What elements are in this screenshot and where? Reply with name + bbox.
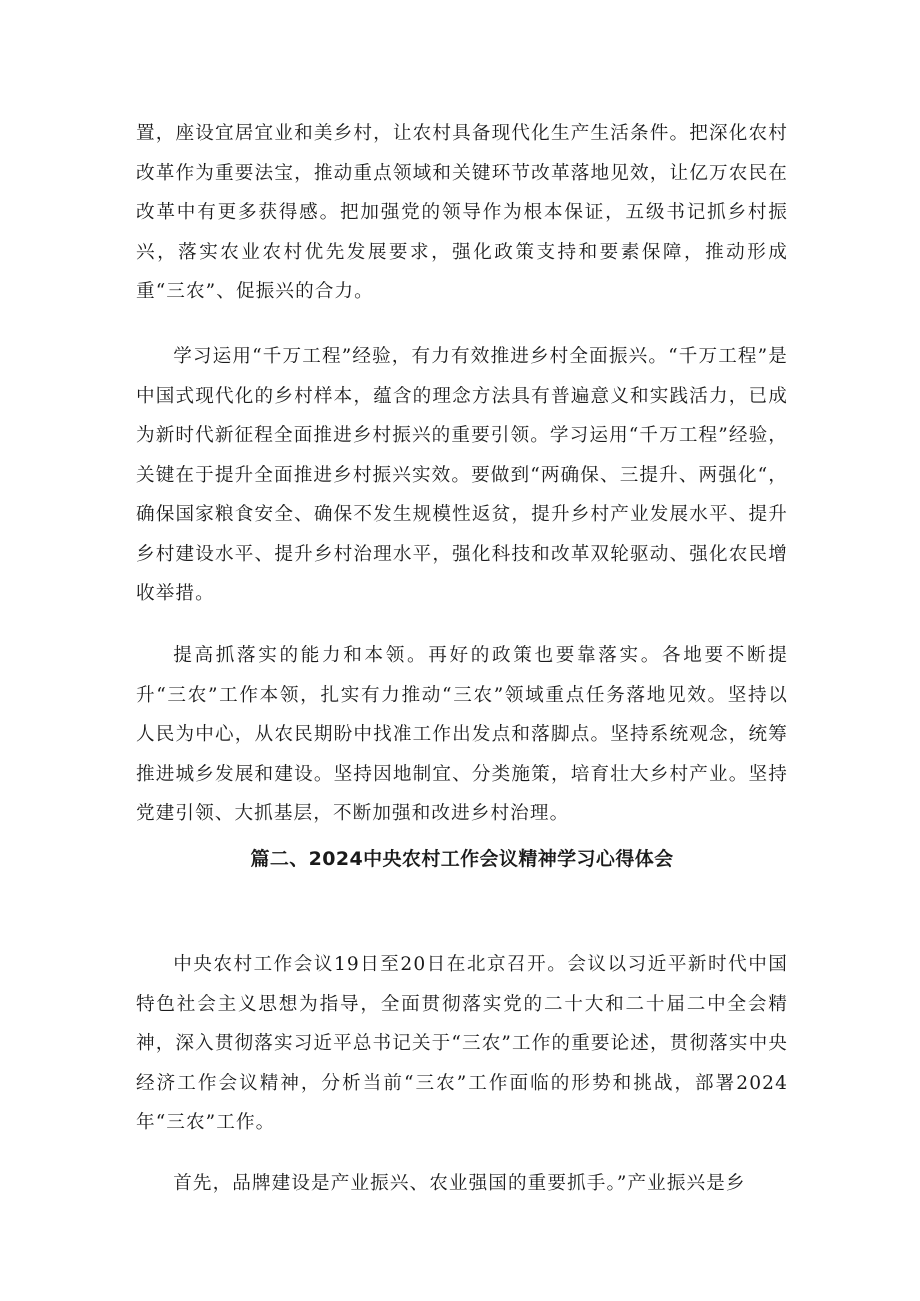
section-heading: 篇二、2024中央农村工作会议精神学习心得体会 bbox=[250, 848, 674, 870]
paragraph-implementation: 提高抓落实的能力和本领。再好的政策也要靠落实。各地要不断提升“三农”工作本领，扎实有力推动“三农”领域重点任务落地见效。坚持以人民为中心，从农民期盼中找准工作出发点和落脚点。坚持系统观念，统筹推进城乡发展和建设。坚持因地制宜、分类施策，培育壮大乡村产业。坚持党建引领、大抓基层，不断加强和改进乡村治理。 bbox=[136, 645, 788, 824]
paragraph-qianwan-project: 学习运用“千万工程”经验，有力有效推进乡村全面振兴。“千万工程”是中国式现代化的乡村样本，蕴含的理念方法具有普遍意义和实践活力，已成为新时代新征程全面推进乡村振兴的重要引领。学习运用“千万工程”经验，关键在于提升全面推进乡村振兴实效。要做到“两确保、三提升、两强化“，确保国家粮食安全、确保不发生规模性返贫，提升乡村产业发展水平、提升乡村建设水平、提升乡村治理水平，强化科技和改革双轮驱动、强化农民增收举措。 bbox=[136, 346, 788, 604]
paragraph-brand-building: 首先，品牌建设是产业振兴、农业强国的重要抓手。”产业振兴是乡 bbox=[173, 1173, 746, 1194]
paragraph-conference-intro: 中央农村工作会议19日至20日在北京召开。会议以习近平新时代中国特色社会主义思想为指导，全面贯彻落实党的二十大和二十届二中全会精神，深入贯彻落实习近平总书记关于“三农”工作的重要论述，贯彻落实中央经济工作会议精神，分析当前“三农”工作面临的形势和挑战，部署2024年“三农”工作。 bbox=[136, 954, 788, 1133]
paragraph-continued: 置，座设宜居宜业和美乡村，让农村具备现代化生产生活条件。把深化农村改革作为重要法宝，推动重点领域和关键环节改革落地见效，让亿万农民在改革中有更多获得感。把加强党的领导作为根本保证，五级书记抓乡村振兴，落实农业农村优先发展要求，强化政策支持和要素保障，推动形成重“三农”、促振兴的合力。 bbox=[136, 123, 788, 302]
